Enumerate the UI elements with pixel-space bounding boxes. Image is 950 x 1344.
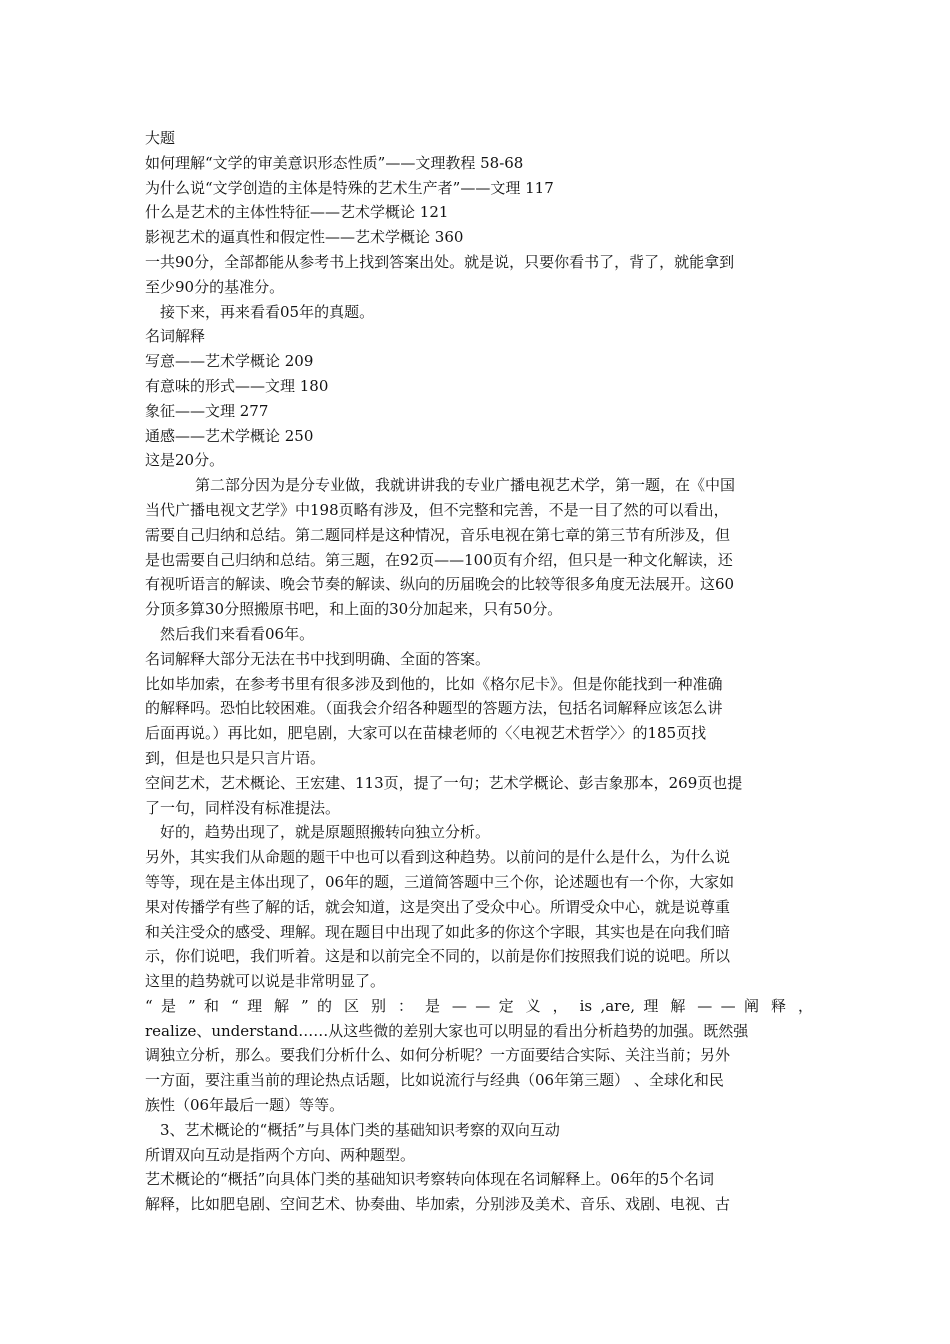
text-line: 解释，比如肥皂剧、空间艺术、协奏曲、毕加索，分别涉及美术、音乐、戏剧、电视、古 <box>145 1195 731 1214</box>
text-line: 等等，现在是主体出现了，06年的题，三道简答题中三个你，论述题也有一个你，大家如 <box>145 872 735 891</box>
text-line: 有视听语言的解读、晚会节奏的解读、纵向的历届晚会的比较等很多角度无法展开。这60 <box>145 575 735 594</box>
text-line: 名词解释大部分无法在书中找到明确、全面的答案。 <box>145 649 491 668</box>
text-line: 另外，其实我们从命题的题干中也可以看到这种趋势。以前问的是什么是什么，为什么说 <box>145 848 731 867</box>
text-line: 一共90分，全部都能从参考书上找到答案出处。就是说，只要你看书了，背了，就能拿到 <box>145 252 735 271</box>
text-line: 通感——艺术学概论 250 <box>145 426 314 445</box>
text-line: “ 是 ” 和 “ 理 解 ” 的 区 别 ： 是 — — 定 义 ， is ,are, 理 解 — — 阐 释 ， <box>145 996 813 1015</box>
text-line: 的解释吗。恐怕比较困难。（面我会介绍各种题型的答题方法，包括名词解释应该怎么讲 <box>145 699 723 718</box>
text-line: 果对传播学有些了解的话，就会知道，这是突出了受众中心。所谓受众中心，就是说尊重 <box>145 897 731 916</box>
text-line: 至少90分的基准分。 <box>145 277 285 296</box>
text-line: 族性（06年最后一题）等等。 <box>145 1096 345 1115</box>
text-line: 艺术概论的“概括”向具体门类的基础知识考察转向体现在名词解释上。06年的5个名词 <box>145 1170 714 1189</box>
text-line: 为什么说“文学创造的主体是特殊的艺术生产者”——文理 117 <box>145 178 554 197</box>
text-line: 好的，趋势出现了，就是原题照搬转向独立分析。 <box>160 823 491 842</box>
text-line: 是也需要自己归纳和总结。第三题，在92页——100页有介绍，但只是一种文化解读，还 <box>145 550 733 569</box>
text-line: 这里的趋势就可以说是非常明显了。 <box>145 972 386 991</box>
text-line: realize、understand……从这些微的差别大家也可以明显的看出分析趋势的加强。既然强 <box>145 1021 749 1040</box>
text-line: 和关注受众的感受、理解。现在题目中出现了如此多的你这个字眼，其实也是在向我们暗 <box>145 922 731 941</box>
text-line: 影视艺术的逼真性和假定性——艺术学概论 360 <box>145 228 464 247</box>
text-line: 什么是艺术的主体性特征——艺术学概论 121 <box>145 203 449 222</box>
text-line: 当代广播电视文艺学》中198页略有涉及，但不完整和完善，不是一目了然的可以看出， <box>145 500 729 519</box>
text-line: 一方面，要注重当前的理论热点话题，比如说流行与经典（06年第三题） 、全球化和民 <box>145 1071 724 1090</box>
section-heading: 3、艺术概论的“概括”与具体门类的基础知识考察的双向互动 <box>160 1120 560 1139</box>
text-line: 空间艺术，艺术概论、王宏建、113页，提了一句；艺术学概论、彭吉象那本，269页也提 <box>145 773 743 792</box>
document-body <box>145 126 813 1217</box>
text-line: 到，但是也只是只言片语。 <box>145 748 326 767</box>
text-line: 需要自己归纳和总结。第二题同样是这种情况，音乐电视在第七章的第三节有所涉及，但 <box>145 525 731 544</box>
text-line: 比如毕加索，在参考书里有很多涉及到他的，比如《格尔尼卡》。但是你能找到一种准确 <box>145 674 723 693</box>
text-line: 有意味的形式——文理 180 <box>145 376 329 395</box>
text-line: 这是20分。 <box>145 451 225 470</box>
text-line: 接下来，再来看看05年的真题。 <box>160 302 375 321</box>
text-line: 写意——艺术学概论 209 <box>145 352 314 371</box>
text-line: 后面再说。）再比如，肥皂剧，大家可以在苗棣老师的〈〈电视艺术哲学〉〉的185页找 <box>145 724 707 743</box>
text-line: 所谓双向互动是指两个方向、两种题型。 <box>145 1145 416 1164</box>
text-line: 如何理解“文学的审美意识形态性质”——文理教程 58-68 <box>145 153 524 172</box>
text-line: 第二部分因为是分专业做，我就讲讲我的专业广播电视艺术学，第一题，在《中国 <box>195 476 736 495</box>
text-line: 调独立分析，那么。要我们分析什么、如何分析呢？一方面要结合实际、关注当前；另外 <box>145 1046 731 1065</box>
text-line: 了一句，同样没有标准提法。 <box>145 798 341 817</box>
text-line: 象征——文理 277 <box>145 401 269 420</box>
text-line: 然后我们来看看06年。 <box>160 624 315 643</box>
section-heading: 名词解释 <box>145 327 206 346</box>
section-heading: 大题 <box>145 129 176 147</box>
text-line: 示，你们说吧，我们听着。这是和以前完全不同的，以前是你们按照我们说的说吧。所以 <box>145 947 731 966</box>
text-line: 分顶多算30分照搬原书吧，和上面的30分加起来，只有50分。 <box>145 600 563 619</box>
